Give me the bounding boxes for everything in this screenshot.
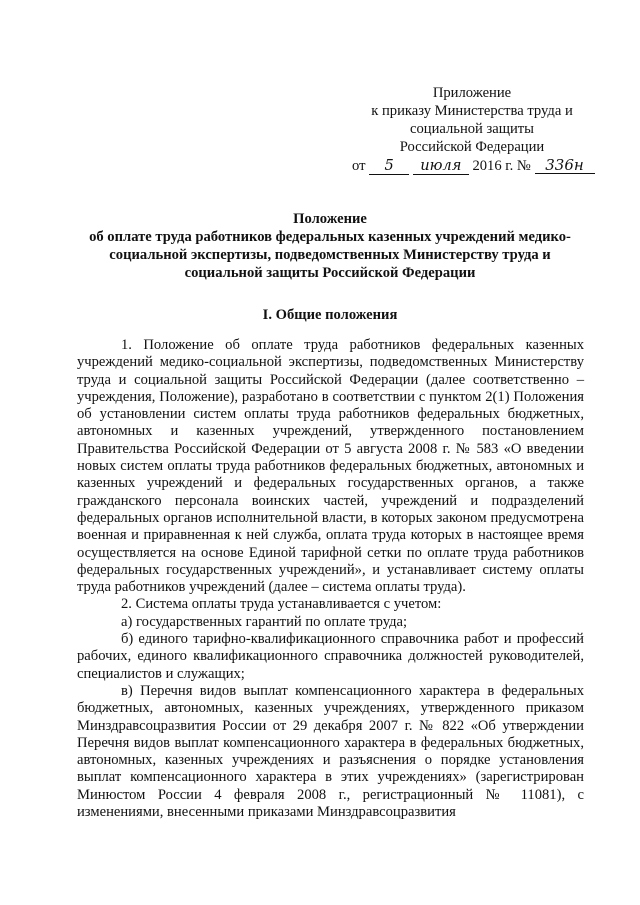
annex-header — [352, 84, 592, 175]
title-line-1: Положение — [293, 211, 367, 227]
annex-line-3: социальной защиты — [410, 121, 534, 137]
handwritten-day: 5 — [369, 158, 409, 175]
list-item-a: а) государственных гарантий по оплате труда; — [121, 613, 408, 630]
document-title — [80, 210, 580, 282]
annex-line-1: Приложение — [432, 85, 512, 101]
list-item-b: б) единого тарифно-квалификационного справочника работ и профессий рабочих, единого квалификационного справочника должностей руководителей, специалистов и служащих; — [77, 631, 584, 682]
annex-date-line — [352, 157, 592, 175]
handwritten-order-number: 336н — [535, 157, 595, 174]
annex-line-4: Российской Федерации — [399, 139, 545, 155]
list-item-v: в) Перечня видов выплат компенсационного характера в федеральных бюджетных, автономных, казенных учреждениях, утвержденного приказом Минздравсоцразвития России от 29 декабря 2007 г. № 822 «Об утверждении Перечня видов выплат компенсационного характера в федеральных бюджетных, автономных, казенных учреждениях и разъяснения о порядке установления выплат компенсационного характера в этих учреждениях» (зарегистрирован Минюстом России 4 февраля 2008 г., регистрационный № 11081), с изменениями, внесенными приказами Минздравсоцразвития — [77, 682, 584, 821]
paragraph-2: 2. Система оплаты труда устанавливается с учетом: — [121, 596, 442, 613]
section-heading: I. Общие положения — [262, 307, 398, 323]
handwritten-month: июля — [413, 158, 469, 175]
title-line-4: социальной защиты Российской Федерации — [184, 265, 476, 281]
title-line-2: об оплате труда работников федеральных казенных учреждений медико- — [89, 229, 571, 245]
document-body — [77, 337, 584, 821]
title-line-3: социальной экспертизы, подведомственных Министерству труда и — [109, 247, 551, 263]
year-and-number-label: 2016 г. № — [472, 158, 531, 174]
date-prefix: от — [352, 158, 366, 174]
paragraph-1: 1. Положение об оплате труда работников федеральных казенных учреждений медико-социальной экспертизы, подведомственных Министерству труда и социальной защиты Российской Федерации (далее соответственно – учреждения, Положение), разработано в соответствии с пунктом 2(1) Положения об установлении систем оплаты труда работников федеральных бюджетных, автономных и казенных учреждений, утвержденного постановлением Правительства Российской Федерации от 5 августа 2008 г. № 583 «О введении новых систем оплаты труда работников федеральных бюджетных, автономных и казенных учреждений и федеральных государственных органов, а также гражданского персонала воинских частей, учреждений и подразделений федеральных органов исполнительной власти, в которых законом предусмотрена военная и приравненная к ней служба, оплата труда которых в настоящее время осуществляется на основе Единой тарифной сетки по оплате труда работников федеральных государственных учреждений», и устанавливает систему оплаты труда работников учреждений (далее – система оплаты труда). — [77, 337, 584, 596]
annex-line-2: к приказу Министерства труда и — [371, 103, 573, 119]
